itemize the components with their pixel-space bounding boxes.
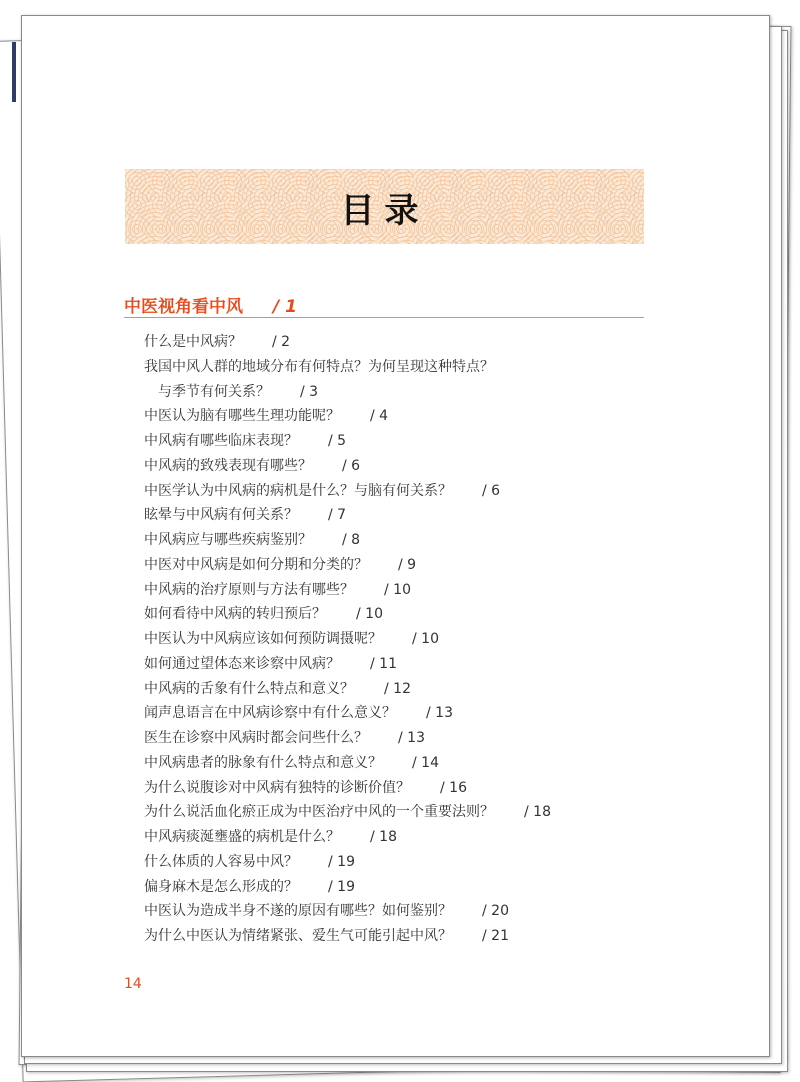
toc-entry-page: / 8 xyxy=(342,532,361,548)
toc-entry-title: 什么体质的人容易中风？ xyxy=(144,853,298,870)
toc-entry-title: 中风病的治疗原则与方法有哪些？ xyxy=(144,581,354,598)
toc-entry-page: / 6 xyxy=(342,457,361,474)
toc-entry-title: 医生在诊察中风病时都会问些什么？ xyxy=(144,730,368,746)
toc-entry[interactable] xyxy=(144,380,551,405)
toc-entry-page: / 10 xyxy=(384,581,411,598)
toc-entry-title: 什么是中风病？ xyxy=(144,334,242,350)
toc-entry-title: 中风病有哪些临床表现？ xyxy=(144,433,298,449)
toc-entry-title: 中风病患者的脉象有什么特点和意义？ xyxy=(144,754,382,771)
toc-entry[interactable] xyxy=(144,800,551,825)
toc-entry[interactable] xyxy=(144,627,551,652)
toc-entry-title: 中风病应与哪些疾病鉴别？ xyxy=(144,532,312,548)
toc-entry-page: / 2 xyxy=(272,334,291,350)
toc-entry-title: 闻声息语言在中风病诊察中有什么意义？ xyxy=(144,705,396,722)
toc-entry-page: / 11 xyxy=(370,655,397,672)
toc-entry-page: / 9 xyxy=(398,556,417,573)
toc-entry[interactable] xyxy=(144,578,551,603)
page-number: 14 xyxy=(124,976,142,992)
toc-entry[interactable] xyxy=(144,503,551,528)
chapter-page: / 1 xyxy=(273,297,297,317)
toc-entry-page: / 19 xyxy=(328,853,355,870)
toc-entry[interactable] xyxy=(144,454,551,479)
toc-entry-page: / 16 xyxy=(440,779,467,796)
toc-entry-title: 如何通过望体态来诊察中风病？ xyxy=(144,655,340,672)
toc-entry-title: 我国中风人群的地域分布有何特点？为何呈现这种特点？ xyxy=(144,358,494,375)
toc-entry-page: / 13 xyxy=(426,705,453,722)
toc-entry[interactable] xyxy=(144,528,551,553)
toc-entry-page: / 4 xyxy=(370,408,389,425)
toc-entry[interactable] xyxy=(144,726,551,751)
toc-entry-page: / 3 xyxy=(300,383,319,400)
chapter-title: 中医视角看中风 xyxy=(124,297,243,317)
toc-entry[interactable] xyxy=(144,751,551,776)
toc-entry[interactable] xyxy=(144,677,551,702)
toc-entry-title: 眩晕与中风病有何关系？ xyxy=(144,507,298,524)
toc-entry-page: / 12 xyxy=(384,680,411,697)
toc-entry-title: 中医认为造成半身不遂的原因有哪些？如何鉴别？ xyxy=(144,903,452,920)
toc-entry-title: 中医对中风病是如何分期和分类的？ xyxy=(144,556,368,573)
toc-entry[interactable] xyxy=(144,652,551,677)
toc-entry-title: 偏身麻木是怎么形成的？ xyxy=(144,878,298,895)
toc-entry-page: / 18 xyxy=(370,829,397,845)
page-title: 目录 xyxy=(340,191,429,231)
toc-entry-title: 为什么说腹诊对中风病有独特的诊断价值？ xyxy=(144,779,410,796)
toc-entry[interactable] xyxy=(144,479,551,504)
toc-entry[interactable] xyxy=(144,850,551,875)
toc-entry-page: / 21 xyxy=(482,928,509,944)
toc-entry[interactable] xyxy=(144,602,551,627)
toc-entry-title: 中医认为脑有哪些生理功能呢？ xyxy=(144,408,340,425)
toc-entry-title: 为什么说活血化瘀正成为中医治疗中风的一个重要法则？ xyxy=(144,804,494,821)
toc-entry-page: / 13 xyxy=(398,730,425,746)
toc-entry-title: 为什么中医认为情绪紧张、爱生气可能引起中风？ xyxy=(144,928,452,944)
toc-list xyxy=(144,330,551,949)
toc-entry-page: / 5 xyxy=(328,433,347,449)
toc-entry-page: / 14 xyxy=(412,754,439,771)
toc-entry-title: 与季节有何关系？ xyxy=(158,383,270,400)
toc-entry[interactable] xyxy=(144,404,551,429)
toc-entry[interactable] xyxy=(144,875,551,900)
toc-entry[interactable] xyxy=(144,553,551,578)
toc-entry[interactable] xyxy=(144,701,551,726)
toc-entry[interactable] xyxy=(144,330,551,355)
toc-entry-page: / 10 xyxy=(412,631,439,647)
toc-entry-title: 中风病的致残表现有哪些？ xyxy=(144,457,312,474)
toc-entry[interactable] xyxy=(144,776,551,801)
toc-entry-page: / 19 xyxy=(328,878,355,895)
cover-edge xyxy=(12,42,16,102)
toc-entry[interactable] xyxy=(144,429,551,454)
toc-entry-title: 中风病痰涎壅盛的病机是什么？ xyxy=(144,829,340,845)
title-banner xyxy=(125,169,644,244)
toc-entry-title: 中风病的舌象有什么特点和意义？ xyxy=(144,680,354,697)
toc-entry-page: / 18 xyxy=(524,804,551,821)
toc-entry-page: / 7 xyxy=(328,507,347,524)
toc-entry[interactable] xyxy=(144,924,551,949)
toc-entry[interactable] xyxy=(144,355,551,380)
toc-page xyxy=(21,15,770,1057)
toc-entry[interactable] xyxy=(144,825,551,850)
toc-entry-title: 中医认为中风病应该如何预防调摄呢？ xyxy=(144,631,382,647)
toc-entry-page: / 10 xyxy=(356,606,383,623)
toc-entry-page: / 6 xyxy=(482,482,501,499)
toc-entry-title: 中医学认为中风病的病机是什么？与脑有何关系？ xyxy=(144,482,452,499)
toc-entry-page: / 20 xyxy=(482,903,509,920)
chapter-heading[interactable] xyxy=(124,292,644,318)
toc-entry-title: 如何看待中风病的转归预后？ xyxy=(144,606,326,623)
toc-entry[interactable] xyxy=(144,899,551,924)
